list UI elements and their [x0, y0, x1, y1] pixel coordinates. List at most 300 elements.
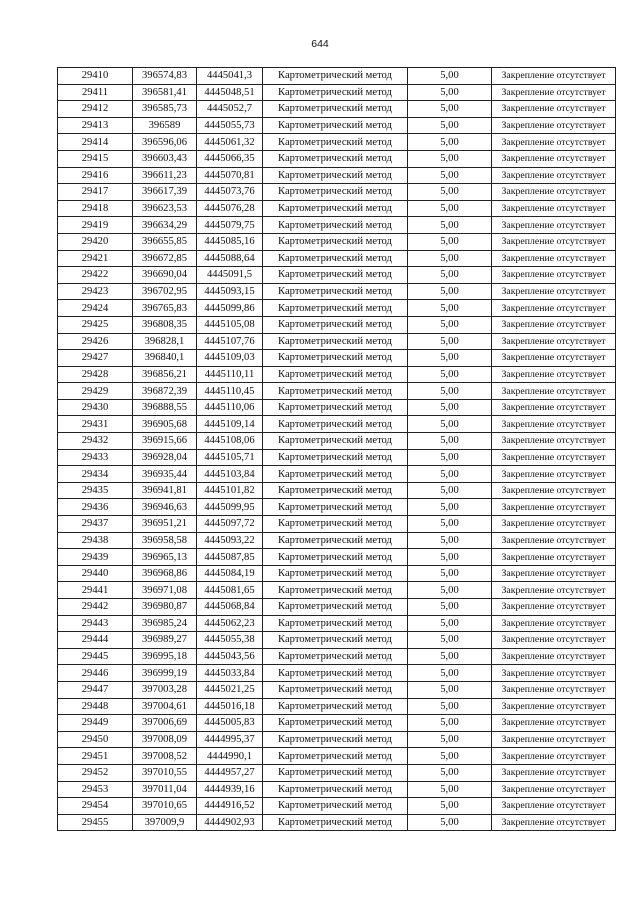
accuracy-cell: 5,00 — [408, 267, 492, 284]
y-coordinate-cell: 4445085,16 — [197, 233, 263, 250]
y-coordinate-cell: 4445068,84 — [197, 599, 263, 616]
accuracy-cell: 5,00 — [408, 167, 492, 184]
table-row — [58, 333, 616, 350]
accuracy-cell: 5,00 — [408, 665, 492, 682]
accuracy-cell: 5,00 — [408, 217, 492, 234]
table-row — [58, 549, 616, 566]
table-row — [58, 267, 616, 284]
x-coordinate-cell: 396672,85 — [133, 250, 197, 267]
fixation-cell: Закрепление отсутствует — [492, 748, 616, 765]
method-cell: Картометрический метод — [263, 715, 408, 732]
x-coordinate-cell: 396999,19 — [133, 665, 197, 682]
x-coordinate-cell: 396589 — [133, 117, 197, 134]
method-cell: Картометрический метод — [263, 433, 408, 450]
fixation-cell: Закрепление отсутствует — [492, 582, 616, 599]
table-row — [58, 715, 616, 732]
accuracy-cell: 5,00 — [408, 184, 492, 201]
x-coordinate-cell: 396596,06 — [133, 134, 197, 151]
y-coordinate-cell: 4445070,81 — [197, 167, 263, 184]
accuracy-cell: 5,00 — [408, 283, 492, 300]
accuracy-cell: 5,00 — [408, 499, 492, 516]
table-row — [58, 316, 616, 333]
accuracy-cell: 5,00 — [408, 798, 492, 815]
point-number-cell: 29447 — [58, 681, 133, 698]
method-cell: Картометрический метод — [263, 117, 408, 134]
method-cell: Картометрический метод — [263, 300, 408, 317]
accuracy-cell: 5,00 — [408, 117, 492, 134]
accuracy-cell: 5,00 — [408, 433, 492, 450]
method-cell: Картометрический метод — [263, 582, 408, 599]
table-row — [58, 764, 616, 781]
table-row — [58, 798, 616, 815]
table-row — [58, 233, 616, 250]
x-coordinate-cell: 396574,83 — [133, 68, 197, 85]
y-coordinate-cell: 4445073,76 — [197, 184, 263, 201]
y-coordinate-cell: 4444902,93 — [197, 814, 263, 831]
y-coordinate-cell: 4444957,27 — [197, 764, 263, 781]
table-row — [58, 731, 616, 748]
method-cell: Картометрический метод — [263, 333, 408, 350]
x-coordinate-cell: 396765,83 — [133, 300, 197, 317]
x-coordinate-cell: 396980,87 — [133, 599, 197, 616]
point-number-cell: 29449 — [58, 715, 133, 732]
point-number-cell: 29437 — [58, 516, 133, 533]
method-cell: Картометрический метод — [263, 482, 408, 499]
point-number-cell: 29430 — [58, 399, 133, 416]
table-row — [58, 599, 616, 616]
y-coordinate-cell: 4445099,86 — [197, 300, 263, 317]
x-coordinate-cell: 397010,55 — [133, 764, 197, 781]
method-cell: Картометрический метод — [263, 101, 408, 118]
x-coordinate-cell: 396828,1 — [133, 333, 197, 350]
x-coordinate-cell: 396941,81 — [133, 482, 197, 499]
method-cell: Картометрический метод — [263, 648, 408, 665]
method-cell: Картометрический метод — [263, 615, 408, 632]
table-row — [58, 482, 616, 499]
fixation-cell: Закрепление отсутствует — [492, 715, 616, 732]
y-coordinate-cell: 4445062,23 — [197, 615, 263, 632]
table-row — [58, 117, 616, 134]
accuracy-cell: 5,00 — [408, 383, 492, 400]
accuracy-cell: 5,00 — [408, 333, 492, 350]
table-row — [58, 399, 616, 416]
accuracy-cell: 5,00 — [408, 532, 492, 549]
x-coordinate-cell: 396995,18 — [133, 648, 197, 665]
method-cell: Картометрический метод — [263, 781, 408, 798]
method-cell: Картометрический метод — [263, 516, 408, 533]
x-coordinate-cell: 396965,13 — [133, 549, 197, 566]
method-cell: Картометрический метод — [263, 134, 408, 151]
accuracy-cell: 5,00 — [408, 449, 492, 466]
point-number-cell: 29438 — [58, 532, 133, 549]
table-row — [58, 167, 616, 184]
method-cell: Картометрический метод — [263, 217, 408, 234]
y-coordinate-cell: 4445048,51 — [197, 84, 263, 101]
point-number-cell: 29427 — [58, 350, 133, 367]
x-coordinate-cell: 396888,55 — [133, 399, 197, 416]
y-coordinate-cell: 4445110,06 — [197, 399, 263, 416]
accuracy-cell: 5,00 — [408, 715, 492, 732]
x-coordinate-cell: 397004,61 — [133, 698, 197, 715]
point-number-cell: 29417 — [58, 184, 133, 201]
method-cell: Картометрический метод — [263, 350, 408, 367]
fixation-cell: Закрепление отсутствует — [492, 217, 616, 234]
table-row — [58, 781, 616, 798]
method-cell: Картометрический метод — [263, 283, 408, 300]
fixation-cell: Закрепление отсутствует — [492, 101, 616, 118]
fixation-cell: Закрепление отсутствует — [492, 499, 616, 516]
coordinates-table-body — [58, 68, 616, 831]
fixation-cell: Закрепление отсутствует — [492, 350, 616, 367]
fixation-cell: Закрепление отсутствует — [492, 84, 616, 101]
table-row — [58, 416, 616, 433]
accuracy-cell: 5,00 — [408, 698, 492, 715]
table-row — [58, 184, 616, 201]
y-coordinate-cell: 4445016,18 — [197, 698, 263, 715]
table-row — [58, 582, 616, 599]
x-coordinate-cell: 396617,39 — [133, 184, 197, 201]
table-row — [58, 383, 616, 400]
table-row — [58, 449, 616, 466]
accuracy-cell: 5,00 — [408, 781, 492, 798]
method-cell: Картометрический метод — [263, 68, 408, 85]
fixation-cell: Закрепление отсутствует — [492, 731, 616, 748]
method-cell: Картометрический метод — [263, 184, 408, 201]
x-coordinate-cell: 396968,86 — [133, 565, 197, 582]
accuracy-cell: 5,00 — [408, 416, 492, 433]
fixation-cell: Закрепление отсутствует — [492, 383, 616, 400]
accuracy-cell: 5,00 — [408, 549, 492, 566]
accuracy-cell: 5,00 — [408, 582, 492, 599]
y-coordinate-cell: 4445091,5 — [197, 267, 263, 284]
fixation-cell: Закрепление отсутствует — [492, 565, 616, 582]
point-number-cell: 29439 — [58, 549, 133, 566]
table-row — [58, 665, 616, 682]
accuracy-cell: 5,00 — [408, 350, 492, 367]
method-cell: Картометрический метод — [263, 632, 408, 649]
point-number-cell: 29422 — [58, 267, 133, 284]
table-row — [58, 814, 616, 831]
table-row — [58, 217, 616, 234]
point-number-cell: 29450 — [58, 731, 133, 748]
y-coordinate-cell: 4445099,95 — [197, 499, 263, 516]
fixation-cell: Закрепление отсутствует — [492, 681, 616, 698]
point-number-cell: 29452 — [58, 764, 133, 781]
accuracy-cell: 5,00 — [408, 200, 492, 217]
y-coordinate-cell: 4445088,64 — [197, 250, 263, 267]
accuracy-cell: 5,00 — [408, 681, 492, 698]
x-coordinate-cell: 396585,73 — [133, 101, 197, 118]
method-cell: Картометрический метод — [263, 748, 408, 765]
method-cell: Картометрический метод — [263, 167, 408, 184]
fixation-cell: Закрепление отсутствует — [492, 698, 616, 715]
point-number-cell: 29442 — [58, 599, 133, 616]
method-cell: Картометрический метод — [263, 399, 408, 416]
method-cell: Картометрический метод — [263, 549, 408, 566]
y-coordinate-cell: 4445105,71 — [197, 449, 263, 466]
y-coordinate-cell: 4445055,38 — [197, 632, 263, 649]
x-coordinate-cell: 396958,58 — [133, 532, 197, 549]
point-number-cell: 29451 — [58, 748, 133, 765]
fixation-cell: Закрепление отсутствует — [492, 615, 616, 632]
fixation-cell: Закрепление отсутствует — [492, 549, 616, 566]
accuracy-cell: 5,00 — [408, 814, 492, 831]
x-coordinate-cell: 396856,21 — [133, 366, 197, 383]
x-coordinate-cell: 396989,27 — [133, 632, 197, 649]
fixation-cell: Закрепление отсутствует — [492, 599, 616, 616]
x-coordinate-cell: 397010,65 — [133, 798, 197, 815]
fixation-cell: Закрепление отсутствует — [492, 516, 616, 533]
method-cell: Картометрический метод — [263, 84, 408, 101]
y-coordinate-cell: 4444990,1 — [197, 748, 263, 765]
accuracy-cell: 5,00 — [408, 565, 492, 582]
method-cell: Картометрический метод — [263, 200, 408, 217]
accuracy-cell: 5,00 — [408, 233, 492, 250]
fixation-cell: Закрепление отсутствует — [492, 184, 616, 201]
fixation-cell: Закрепление отсутствует — [492, 648, 616, 665]
table-row — [58, 366, 616, 383]
fixation-cell: Закрепление отсутствует — [492, 433, 616, 450]
table-row — [58, 565, 616, 582]
accuracy-cell: 5,00 — [408, 366, 492, 383]
y-coordinate-cell: 4445081,65 — [197, 582, 263, 599]
method-cell: Картометрический метод — [263, 233, 408, 250]
fixation-cell: Закрепление отсутствует — [492, 333, 616, 350]
table-row — [58, 516, 616, 533]
point-number-cell: 29429 — [58, 383, 133, 400]
method-cell: Картометрический метод — [263, 466, 408, 483]
fixation-cell: Закрепление отсутствует — [492, 200, 616, 217]
y-coordinate-cell: 4445084,19 — [197, 565, 263, 582]
x-coordinate-cell: 396611,23 — [133, 167, 197, 184]
y-coordinate-cell: 4444995,37 — [197, 731, 263, 748]
method-cell: Картометрический метод — [263, 532, 408, 549]
accuracy-cell: 5,00 — [408, 84, 492, 101]
table-row — [58, 101, 616, 118]
x-coordinate-cell: 396623,53 — [133, 200, 197, 217]
table-row — [58, 150, 616, 167]
x-coordinate-cell: 397009,9 — [133, 814, 197, 831]
accuracy-cell: 5,00 — [408, 466, 492, 483]
fixation-cell: Закрепление отсутствует — [492, 150, 616, 167]
table-row — [58, 698, 616, 715]
x-coordinate-cell: 396634,29 — [133, 217, 197, 234]
x-coordinate-cell: 396951,21 — [133, 516, 197, 533]
accuracy-cell: 5,00 — [408, 748, 492, 765]
point-number-cell: 29415 — [58, 150, 133, 167]
y-coordinate-cell: 4445109,03 — [197, 350, 263, 367]
x-coordinate-cell: 397006,69 — [133, 715, 197, 732]
y-coordinate-cell: 4445066,35 — [197, 150, 263, 167]
y-coordinate-cell: 4445105,08 — [197, 316, 263, 333]
point-number-cell: 29433 — [58, 449, 133, 466]
table-row — [58, 648, 616, 665]
fixation-cell: Закрепление отсутствует — [492, 781, 616, 798]
y-coordinate-cell: 4445033,84 — [197, 665, 263, 682]
x-coordinate-cell: 396971,08 — [133, 582, 197, 599]
point-number-cell: 29436 — [58, 499, 133, 516]
method-cell: Картометрический метод — [263, 416, 408, 433]
fixation-cell: Закрепление отсутствует — [492, 233, 616, 250]
y-coordinate-cell: 4445043,56 — [197, 648, 263, 665]
y-coordinate-cell: 4444939,16 — [197, 781, 263, 798]
method-cell: Картометрический метод — [263, 150, 408, 167]
method-cell: Картометрический метод — [263, 565, 408, 582]
fixation-cell: Закрепление отсутствует — [492, 482, 616, 499]
table-row — [58, 632, 616, 649]
x-coordinate-cell: 396808,35 — [133, 316, 197, 333]
method-cell: Картометрический метод — [263, 366, 408, 383]
accuracy-cell: 5,00 — [408, 399, 492, 416]
method-cell: Картометрический метод — [263, 681, 408, 698]
x-coordinate-cell: 396915,66 — [133, 433, 197, 450]
point-number-cell: 29418 — [58, 200, 133, 217]
point-number-cell: 29420 — [58, 233, 133, 250]
point-number-cell: 29431 — [58, 416, 133, 433]
point-number-cell: 29426 — [58, 333, 133, 350]
x-coordinate-cell: 396603,43 — [133, 150, 197, 167]
fixation-cell: Закрепление отсутствует — [492, 300, 616, 317]
accuracy-cell: 5,00 — [408, 615, 492, 632]
method-cell: Картометрический метод — [263, 798, 408, 815]
method-cell: Картометрический метод — [263, 764, 408, 781]
y-coordinate-cell: 4445055,73 — [197, 117, 263, 134]
point-number-cell: 29445 — [58, 648, 133, 665]
fixation-cell: Закрепление отсутствует — [492, 316, 616, 333]
table-row — [58, 134, 616, 151]
method-cell: Картометрический метод — [263, 731, 408, 748]
y-coordinate-cell: 4445097,72 — [197, 516, 263, 533]
fixation-cell: Закрепление отсутствует — [492, 814, 616, 831]
point-number-cell: 29443 — [58, 615, 133, 632]
accuracy-cell: 5,00 — [408, 648, 492, 665]
x-coordinate-cell: 396935,44 — [133, 466, 197, 483]
point-number-cell: 29423 — [58, 283, 133, 300]
x-coordinate-cell: 396690,04 — [133, 267, 197, 284]
table-row — [58, 68, 616, 85]
x-coordinate-cell: 396985,24 — [133, 615, 197, 632]
y-coordinate-cell: 4445061,32 — [197, 134, 263, 151]
table-row — [58, 681, 616, 698]
table-row — [58, 300, 616, 317]
table-row — [58, 250, 616, 267]
point-number-cell: 29432 — [58, 433, 133, 450]
accuracy-cell: 5,00 — [408, 316, 492, 333]
fixation-cell: Закрепление отсутствует — [492, 399, 616, 416]
point-number-cell: 29441 — [58, 582, 133, 599]
x-coordinate-cell: 396946,63 — [133, 499, 197, 516]
fixation-cell: Закрепление отсутствует — [492, 267, 616, 284]
accuracy-cell: 5,00 — [408, 482, 492, 499]
x-coordinate-cell: 396655,85 — [133, 233, 197, 250]
point-number-cell: 29444 — [58, 632, 133, 649]
accuracy-cell: 5,00 — [408, 300, 492, 317]
point-number-cell: 29425 — [58, 316, 133, 333]
fixation-cell: Закрепление отсутствует — [492, 134, 616, 151]
x-coordinate-cell: 397008,52 — [133, 748, 197, 765]
fixation-cell: Закрепление отсутствует — [492, 798, 616, 815]
fixation-cell: Закрепление отсутствует — [492, 167, 616, 184]
fixation-cell: Закрепление отсутствует — [492, 250, 616, 267]
method-cell: Картометрический метод — [263, 698, 408, 715]
table-row — [58, 200, 616, 217]
method-cell: Картометрический метод — [263, 665, 408, 682]
y-coordinate-cell: 4445101,82 — [197, 482, 263, 499]
fixation-cell: Закрепление отсутствует — [492, 68, 616, 85]
y-coordinate-cell: 4445087,85 — [197, 549, 263, 566]
accuracy-cell: 5,00 — [408, 731, 492, 748]
y-coordinate-cell: 4444916,52 — [197, 798, 263, 815]
point-number-cell: 29446 — [58, 665, 133, 682]
accuracy-cell: 5,00 — [408, 516, 492, 533]
x-coordinate-cell: 396702,95 — [133, 283, 197, 300]
fixation-cell: Закрепление отсутствует — [492, 632, 616, 649]
page-number: 644 — [311, 38, 329, 50]
y-coordinate-cell: 4445107,76 — [197, 333, 263, 350]
accuracy-cell: 5,00 — [408, 68, 492, 85]
y-coordinate-cell: 4445109,14 — [197, 416, 263, 433]
point-number-cell: 29440 — [58, 565, 133, 582]
table-row — [58, 84, 616, 101]
point-number-cell: 29434 — [58, 466, 133, 483]
fixation-cell: Закрепление отсутствует — [492, 665, 616, 682]
table-row — [58, 350, 616, 367]
table-row — [58, 466, 616, 483]
table-row — [58, 748, 616, 765]
coordinates-table — [57, 67, 616, 831]
fixation-cell: Закрепление отсутствует — [492, 466, 616, 483]
y-coordinate-cell: 4445110,45 — [197, 383, 263, 400]
accuracy-cell: 5,00 — [408, 250, 492, 267]
y-coordinate-cell: 4445103,84 — [197, 466, 263, 483]
x-coordinate-cell: 397008,09 — [133, 731, 197, 748]
point-number-cell: 29455 — [58, 814, 133, 831]
y-coordinate-cell: 4445079,75 — [197, 217, 263, 234]
y-coordinate-cell: 4445093,22 — [197, 532, 263, 549]
point-number-cell: 29419 — [58, 217, 133, 234]
accuracy-cell: 5,00 — [408, 632, 492, 649]
accuracy-cell: 5,00 — [408, 150, 492, 167]
point-number-cell: 29412 — [58, 101, 133, 118]
accuracy-cell: 5,00 — [408, 101, 492, 118]
method-cell: Картометрический метод — [263, 499, 408, 516]
fixation-cell: Закрепление отсутствует — [492, 416, 616, 433]
point-number-cell: 29416 — [58, 167, 133, 184]
y-coordinate-cell: 4445041,3 — [197, 68, 263, 85]
fixation-cell: Закрепление отсутствует — [492, 449, 616, 466]
y-coordinate-cell: 4445093,15 — [197, 283, 263, 300]
fixation-cell: Закрепление отсутствует — [492, 764, 616, 781]
method-cell: Картометрический метод — [263, 267, 408, 284]
x-coordinate-cell: 396928,04 — [133, 449, 197, 466]
point-number-cell: 29413 — [58, 117, 133, 134]
x-coordinate-cell: 396840,1 — [133, 350, 197, 367]
y-coordinate-cell: 4445108,06 — [197, 433, 263, 450]
x-coordinate-cell: 397011,04 — [133, 781, 197, 798]
point-number-cell: 29428 — [58, 366, 133, 383]
point-number-cell: 29411 — [58, 84, 133, 101]
y-coordinate-cell: 4445076,28 — [197, 200, 263, 217]
fixation-cell: Закрепление отсутствует — [492, 366, 616, 383]
point-number-cell: 29424 — [58, 300, 133, 317]
y-coordinate-cell: 4445021,25 — [197, 681, 263, 698]
table-row — [58, 615, 616, 632]
point-number-cell: 29435 — [58, 482, 133, 499]
fixation-cell: Закрепление отсутствует — [492, 117, 616, 134]
accuracy-cell: 5,00 — [408, 599, 492, 616]
point-number-cell: 29453 — [58, 781, 133, 798]
method-cell: Картометрический метод — [263, 599, 408, 616]
